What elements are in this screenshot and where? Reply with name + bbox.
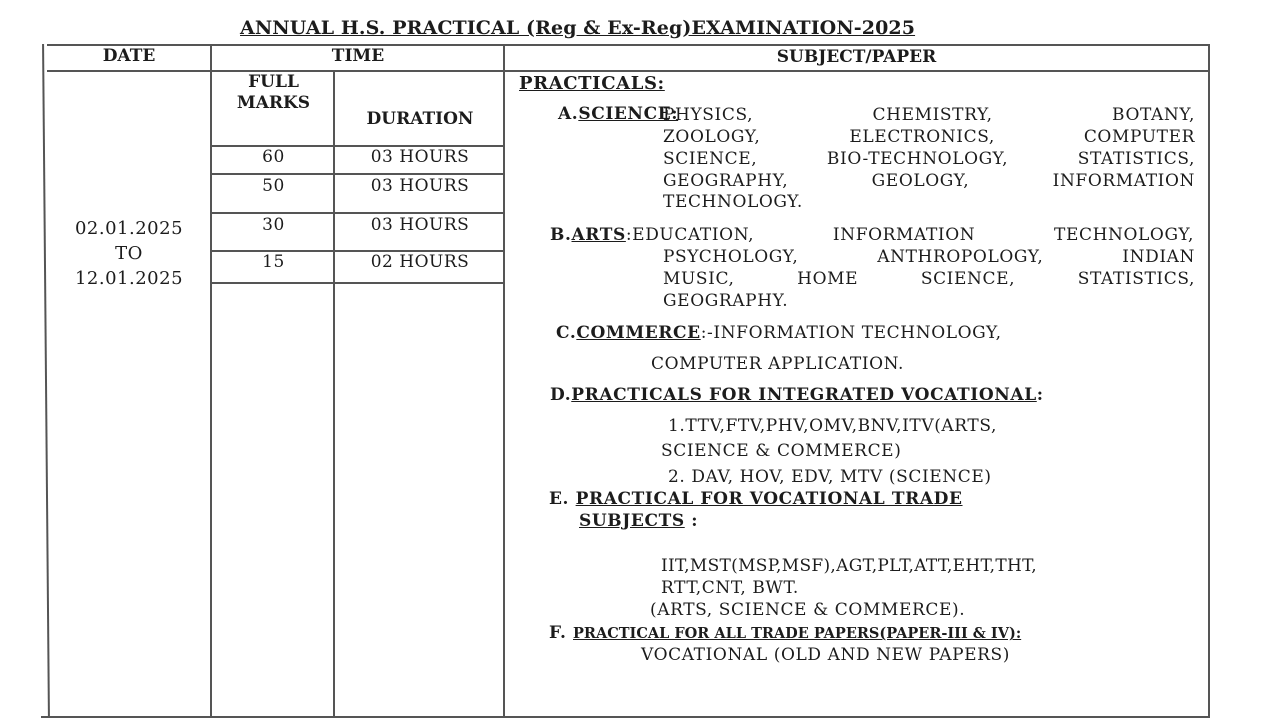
section-e-title-2: SUBJECTS: [579, 511, 685, 531]
full-marks-cell: 30: [262, 215, 285, 235]
duration-cell: 03 HOURS: [370, 176, 470, 196]
header-time: TIME: [331, 46, 385, 66]
section-a-line: TECHNOLOGY.: [663, 192, 803, 212]
duration-cell: 03 HOURS: [370, 215, 470, 235]
table-bottom-border: [41, 716, 1210, 718]
section-d-title: PRACTICALS FOR INTEGRATED VOCATIONAL: [571, 385, 1037, 405]
section-a-line: GEOGRAPHY, GEOLOGY, INFORMATION: [663, 171, 1195, 191]
full-marks-cell: 15: [262, 252, 285, 272]
section-d-line: SCIENCE & COMMERCE): [661, 441, 902, 461]
section-f-prefix: F.: [549, 623, 573, 643]
table-right-border: [1208, 44, 1210, 718]
section-e-suffix: :: [684, 511, 699, 531]
section-c-second: COMPUTER APPLICATION.: [651, 354, 905, 374]
section-e-line: IIT,MST(MSP,MSF),AGT,PLT,ATT,EHT,THT,: [661, 556, 1037, 576]
section-d-label: [550, 385, 1044, 405]
section-e-label-2: [579, 511, 698, 531]
section-c-title: COMMERCE: [576, 323, 701, 343]
row-line: [211, 282, 504, 284]
section-e-label: [549, 489, 963, 509]
section-d-suffix: :: [1036, 385, 1044, 405]
header-duration: DURATION: [366, 109, 474, 129]
section-f-line: VOCATIONAL (OLD AND NEW PAPERS): [641, 645, 1011, 665]
table-left-border: [42, 44, 50, 718]
section-b-title: ARTS: [571, 225, 626, 245]
section-e-prefix: E.: [549, 489, 576, 509]
section-e-line: (ARTS, SCIENCE & COMMERCE).: [650, 600, 966, 620]
section-b-line: GEOGRAPHY.: [663, 291, 789, 311]
duration-cell: 03 HOURS: [370, 147, 470, 167]
section-a-label: [558, 104, 678, 124]
section-b-first-line: [550, 225, 1194, 245]
section-c-first: :-INFORMATION TECHNOLOGY,: [700, 323, 1002, 343]
document-title: ANNUAL H.S. PRACTICAL (Reg & Ex-Reg)EXAMINATION-2025: [240, 17, 916, 39]
section-b-line: PSYCHOLOGY, ANTHROPOLOGY, INDIAN: [663, 247, 1195, 267]
section-d-prefix: D.: [550, 385, 572, 405]
date-from: 02.01.2025: [74, 218, 184, 239]
header-full-marks-2: MARKS: [236, 93, 311, 113]
duration-cell: 02 HOURS: [370, 252, 470, 272]
section-f-title: PRACTICAL FOR ALL TRADE PAPERS(PAPER-III & IV):: [573, 625, 1022, 642]
section-f-label: [549, 623, 1021, 643]
row-line: [211, 173, 504, 175]
section-b-prefix: B.: [550, 225, 572, 245]
section-e-line: RTT,CNT, BWT.: [661, 578, 799, 598]
row-line: [211, 212, 504, 214]
date-to: 12.01.2025: [74, 268, 184, 289]
section-a-prefix: A.: [558, 104, 579, 124]
section-a-line: ZOOLOGY, ELECTRONICS, COMPUTER: [663, 127, 1195, 147]
section-a-line: PHYSICS, CHEMISTRY, BOTANY,: [663, 105, 1195, 125]
section-b-line: MUSIC, HOME SCIENCE, STATISTICS,: [663, 269, 1195, 289]
header-date: DATE: [102, 46, 156, 66]
marks-duration-divider: [333, 70, 335, 718]
section-a-line: SCIENCE, BIO-TECHNOLOGY, STATISTICS,: [663, 149, 1195, 169]
practicals-heading: PRACTICALS:: [519, 73, 665, 94]
section-d-line: 2. DAV, HOV, EDV, MTV (SCIENCE): [668, 467, 992, 487]
section-c-prefix: C.: [556, 323, 577, 343]
section-d-line: 1.TTV,FTV,PHV,OMV,BNV,ITV(ARTS,: [668, 416, 997, 436]
section-a-title: SCIENCE:: [578, 104, 679, 124]
full-marks-cell: 50: [262, 176, 285, 196]
full-marks-cell: 60: [262, 147, 285, 167]
section-c-first-line: [556, 323, 1002, 343]
header-full-marks-1: FULL: [248, 72, 299, 92]
date-sep: TO: [115, 243, 143, 264]
date-range: [47, 216, 211, 291]
section-b-first: :EDUCATION, INFORMATION TECHNOLOGY,: [625, 225, 1194, 245]
header-subject: SUBJECT/PAPER: [776, 47, 937, 67]
section-e-title: PRACTICAL FOR VOCATIONAL TRADE: [575, 489, 963, 509]
